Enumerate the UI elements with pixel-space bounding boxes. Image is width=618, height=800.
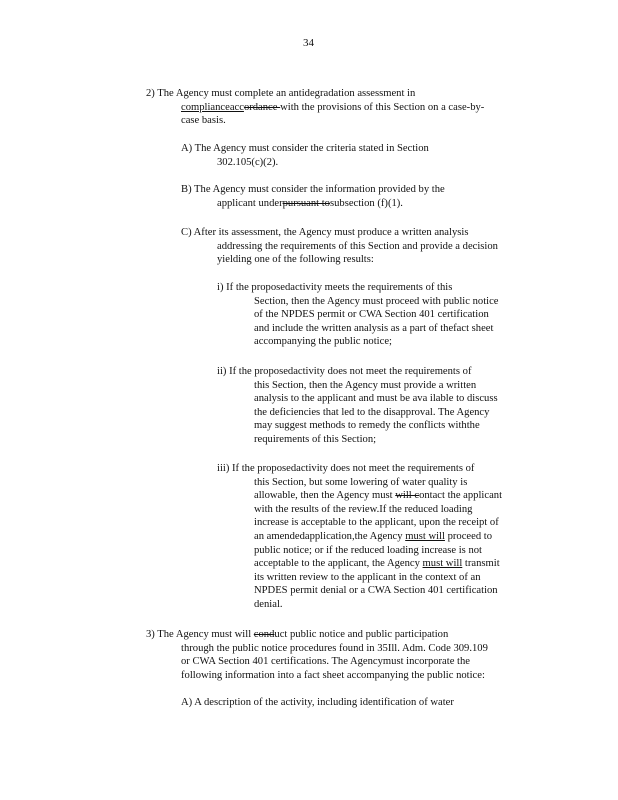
line: with the results of the review.If the reduced loading: [254, 503, 473, 515]
text: an amendedapplication,the Agency: [254, 530, 406, 542]
line: iii) If the proposedactivity does not meet the requirements of: [217, 463, 475, 474]
paragraph-2B: [181, 183, 445, 210]
line: this Section, but some lowering of water quality is: [254, 476, 468, 488]
line: [217, 489, 502, 503]
paragraph-i: [217, 281, 498, 349]
line: A) The Agency must consider the criteria stated in Section: [181, 143, 429, 154]
line: may suggest methods to remedy the conflicts withthe: [254, 420, 480, 432]
struck-text: ordance: [243, 101, 281, 113]
line: [217, 530, 502, 544]
line: accompanying the public notice;: [254, 336, 392, 348]
text: acceptable to the applicant, the Agency: [254, 558, 423, 570]
struck-text: pursuant to: [282, 197, 330, 209]
line: denial.: [254, 598, 283, 610]
text: allowable, then the Agency must: [254, 490, 396, 502]
line: C) After its assessment, the Agency must produce a written analysis: [181, 227, 469, 238]
line: public notice; or if the reduced loading increase is not: [254, 544, 482, 556]
line: [146, 628, 488, 642]
paragraph-2: [146, 87, 484, 128]
struck-text: cond: [253, 629, 275, 640]
line: analysis to the applicant and must be ava ilable to discuss: [254, 393, 498, 405]
line: 2) The Agency must complete an antidegradation assessment in: [146, 88, 416, 99]
line: yielding one of the following results:: [217, 254, 374, 266]
line: B) The Agency must consider the information provided by the: [181, 184, 445, 195]
line: this Section, then the Agency must provide a written: [254, 379, 477, 391]
underlined-text: must will: [405, 530, 445, 542]
struck-text: will c: [395, 490, 420, 502]
paragraph-ii: [217, 365, 498, 447]
text: applicant under: [217, 197, 283, 209]
line: following information into a fact sheet accompanying the public notice:: [181, 669, 485, 681]
page-number: 34: [303, 37, 314, 49]
underlined-text: complianceacc: [181, 101, 244, 113]
line: requirements of this Section;: [254, 433, 377, 445]
text: subsection (f)(1).: [329, 197, 403, 209]
line: [181, 197, 445, 211]
line: its written review to the applicant in the context of an: [254, 571, 481, 583]
line: through the public notice procedures found in 35Ill. Adm. Code 309.109: [181, 642, 488, 654]
line: or CWA Section 401 certifications. The Agencymust incorporate the: [181, 656, 470, 668]
line: of the NPDES permit or CWA Section 401 certification: [254, 309, 489, 321]
text: 3) The Agency must will: [146, 629, 254, 640]
paragraph-3A: [181, 696, 454, 710]
line: i) If the proposedactivity meets the requirements of this: [217, 282, 453, 293]
line: A) A description of the activity, including identification of water: [181, 697, 454, 708]
underlined-text: must will: [422, 558, 463, 570]
text: uct public notice and public participation: [274, 629, 449, 640]
text: ontact the applicant: [419, 490, 503, 502]
line: 302.105(c)(2).: [217, 156, 279, 168]
text: with the provisions of this Section on a case-by-: [280, 101, 485, 113]
line: [217, 557, 502, 571]
line: increase is acceptable to the applicant, upon the receipt of: [254, 517, 499, 529]
text: transmit: [462, 558, 500, 570]
line: case basis.: [181, 115, 226, 127]
paragraph-2A: [181, 142, 429, 169]
line: [146, 101, 484, 115]
paragraph-2C: [181, 226, 498, 267]
line: and include the written analysis as a part of thefact sheet: [254, 322, 494, 334]
line: NPDES permit denial or a CWA Section 401 certification: [254, 585, 498, 597]
line: Section, then the Agency must proceed with public notice: [254, 295, 499, 307]
text: proceed to: [444, 530, 492, 542]
paragraph-iii: [217, 462, 502, 612]
paragraph-3: [146, 628, 488, 682]
line: addressing the requirements of this Section and provide a decision: [217, 240, 498, 252]
line: the deficiencies that led to the disapproval. The Agency: [254, 406, 490, 418]
line: ii) If the proposedactivity does not meet the requirements of: [217, 366, 472, 377]
